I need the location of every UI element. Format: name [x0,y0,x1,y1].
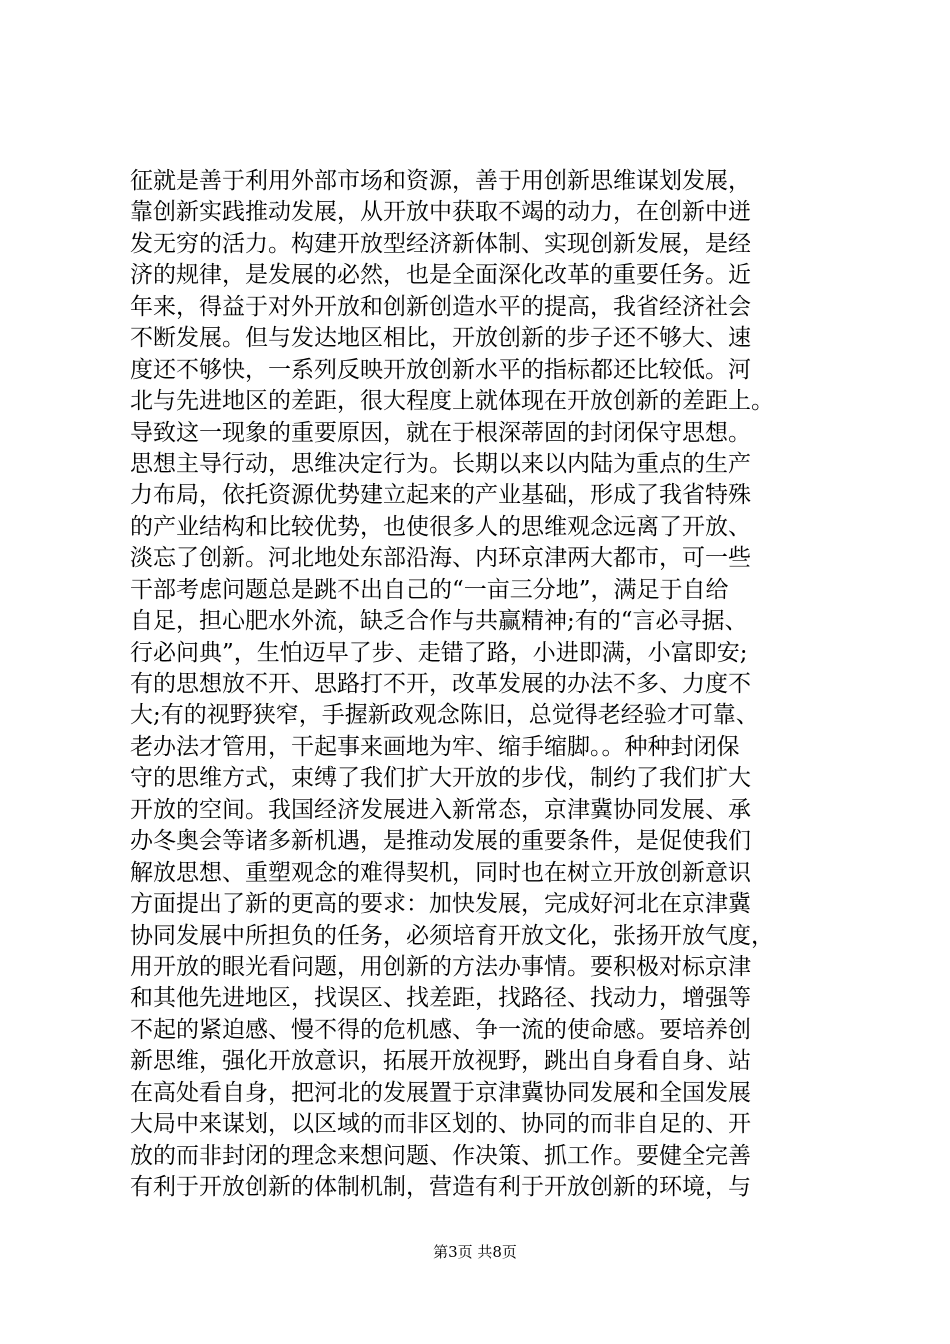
text-line: 淡忘了创新。河北地处东部沿海、内环京津两大都市，可一些 [130,545,751,572]
text-line: 放的而非封闭的理念来想问题、作决策、抓工作。要健全完善 [130,1142,751,1169]
text-line: 思想主导行动，思维决定行为。长期以来以内陆为重点的生产 [130,450,751,477]
text-line: 自足，担心肥水外流，缺乏合作与共赢精神;有的“言必寻据、 [130,608,748,635]
text-line: 度还不够快，一系列反映开放创新水平的指标都还比较低。河 [130,356,751,383]
text-line: 解放思想、重塑观念的难得契机，同时也在树立开放创新意识 [130,859,751,886]
text-line: 开放的空间。我国经济发展进入新常态，京津冀协同发展、承 [130,796,751,823]
text-line: 靠创新实践推动发展，从开放中获取不竭的动力，在创新中迸 [130,199,751,226]
text-line: 发无穷的活力。构建开放型经济新体制、实现创新发展，是经 [130,230,751,257]
page-footer: 第3页 共8页 [433,1243,517,1261]
text-line: 干部考虑问题总是跳不出自己的“一亩三分地”，满足于自给 [130,576,729,603]
text-line: 大;有的视野狭窄，手握新政观念陈旧，总觉得老经验才可靠、 [130,702,759,729]
text-line: 新思维，强化开放意识，拓展开放视野，跳出自身看自身、站 [130,1048,751,1075]
text-line: 老办法才管用，干起事来画地为牢、缩手缩脚。。种种封闭保 [130,733,740,760]
text-line: 不断发展。但与发达地区相比，开放创新的步子还不够大、速 [130,325,751,352]
text-line: 不起的紧迫感、慢不得的危机感、争一流的使命感。要培养创 [130,1016,751,1043]
text-line: 和其他先进地区，找误区、找差距，找路径、找动力，增强等 [130,985,751,1012]
text-line: 征就是善于利用外部市场和资源，善于用创新思维谋划发展， [130,168,751,194]
body-paragraph [130,166,830,1203]
text-line: 守的思维方式，束缚了我们扩大开放的步伐，制约了我们扩大 [130,765,751,792]
text-line: 用开放的眼光看问题，用创新的方法办事情。要积极对标京津 [130,953,751,980]
text-line: 方面提出了新的更高的要求：加快发展，完成好河北在京津冀 [130,891,751,918]
text-line: 大局中来谋划，以区域的而非区划的、协同的而非自足的、开 [130,1111,751,1138]
text-line: 的产业结构和比较优势，也使很多人的思维观念远离了开放、 [130,513,751,540]
text-line: 行必问典”，生怕迈早了步、走错了路，小进即满，小富即安; [130,639,748,666]
text-line: 北与先进地区的差距，很大程度上就体现在开放创新的差距上。 [130,388,774,415]
text-line: 年来，得益于对外开放和创新创造水平的提高，我省经济社会 [130,293,751,320]
text-line: 协同发展中所担负的任务，必须培育开放文化，张扬开放气度， [130,922,774,949]
text-line: 济的规律，是发展的必然，也是全面深化改革的重要任务。近 [130,262,751,289]
text-line: 在高处看自身，把河北的发展置于京津冀协同发展和全国发展 [130,1079,751,1106]
text-line: 有利于开放创新的体制机制，营造有利于开放创新的环境，与 [130,1174,751,1200]
text-line: 导致这一现象的重要原因，就在于根深蒂固的封闭保守思想。 [130,419,751,446]
text-line: 办冬奥会等诸多新机遇，是推动发展的重要条件，是促使我们 [130,828,751,855]
text-line: 力布局，依托资源优势建立起来的产业基础，形成了我省特殊 [130,482,751,509]
text-line: 有的思想放不开、思路打不开，改革发展的办法不多、力度不 [130,671,751,697]
